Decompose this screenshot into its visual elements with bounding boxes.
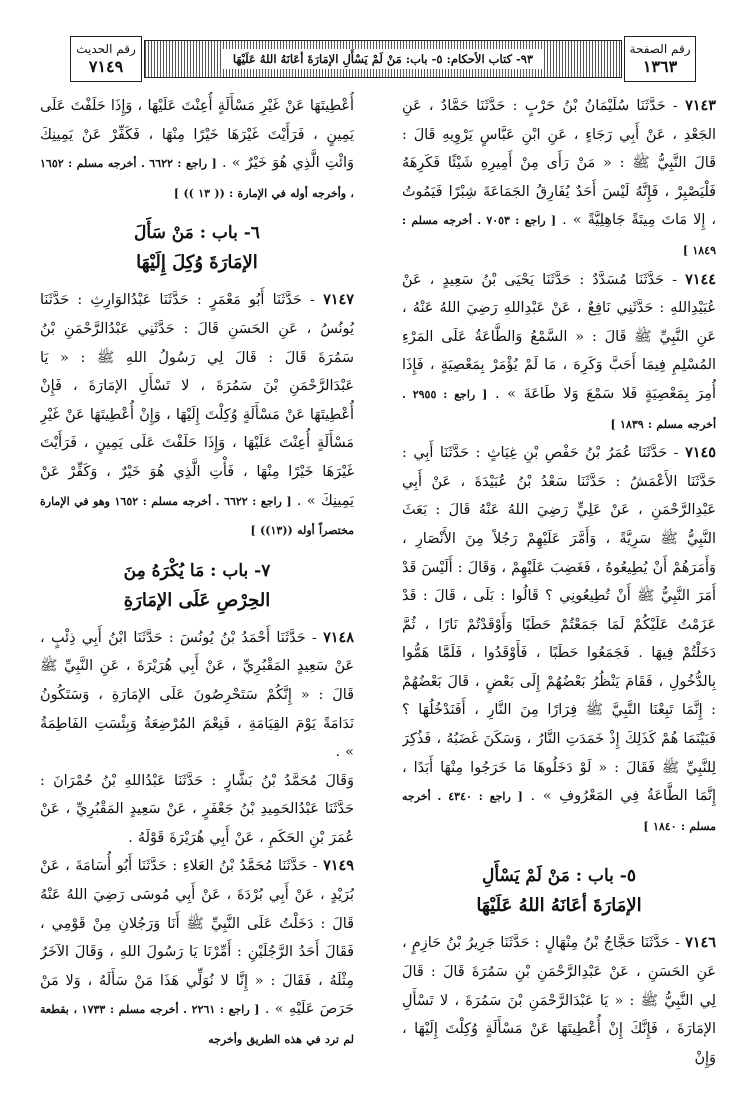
- hadith-7148-continued: [40, 767, 354, 853]
- hadith-7148: [40, 624, 354, 767]
- chapter-heading-7: [40, 556, 354, 616]
- hadith-7146: [402, 929, 716, 1072]
- hadith-reference: [ راجع : ٢٢٦١ . أخرجه مسلم : ١٧٣٣ ، بقطعة لم ترد في هذه الطريق وأخرجه: [40, 1003, 354, 1047]
- chapter-heading-line: الحِرْصِ عَلَى الإمَارَةِ: [123, 589, 271, 611]
- chapter-heading-line: الإمَارَةَ وُكِلَ إِلَيْهَا: [136, 252, 258, 274]
- hadith-number: ٧١٤٣: [685, 97, 716, 114]
- chapter-heading-line: ٥- باب : مَنْ لَمْ يَسْأَلِ: [482, 866, 636, 887]
- hadith-number: ٧١٤٦: [685, 934, 716, 952]
- hadith-text: - حَدَّثَنَا عُمَرُ بْنُ حَفْصِ بْنِ غِيَاثٍ : حَدَّثَنَا أَبِي : حَدَّثَنَا الأَعْمَشُ : حَدَّثَنَا سَعْدُ بْنُ عُبَيْدَةَ ، عَنْ أَبِي عَبْدِالرَّحْمَنِ ، عَنْ عَلِيٍّ رَضِيَ اللهُ عَنْهُ قَالَ : بَعَثَ النَّبِيُّ ﷺ سَرِيَّةً ، وَأَمَّرَ عَلَيْهِمْ رَجُلاً مِنَ الأَنْصَارِ ، وَأَمَرَهُمْ أَنْ يُطِيعُوهُ ، فَغَضِبَ عَلَيْهِمْ ، وَقَالَ : أَلَيْسَ قَدْ أَمَرَ النَّبِيُّ ﷺ أَنْ تُطِيعُونِي ؟ قَالُوا : بَلَى ، قَالَ : قَدْ عَزَمْتُ عَلَيْكُمْ لَمَا جَمَعْتُمْ حَطَبًا وَأَوْقَدْتُمْ نَارًا ، ثُمَّ دَخَلْتُمْ فِيهَا . فَجَمَعُوا حَطَبًا ، فَأَوْقَدُوا ، فَلَمَّا هَمُّوا بِالدُّخُولِ ، فَقَامَ يَنْظُرُ بَعْضُهُمْ إِلَى بَعْضٍ ، قَالَ بَعْضُهُمْ : إِنَّمَا تَبِعْنَا النَّبِيَّ ﷺ فِرَارًا مِنَ النَّارِ ، أَفَنَدْخُلُهَا ؟ فَبَيْنَمَا هُمْ كَذَلِكَ إِذْ خَمَدَتِ النَّارُ ، وَسَكَنَ غَضَبُهُ ، فَذُكِرَ لِلنَّبِيِّ ﷺ فَقَالَ : « لَوْ دَخَلُوهَا مَا خَرَجُوا مِنْهَا أَبَدًا ، إِنَّمَا الطَّاعَةُ فِي المَعْرُوفِ » .: [402, 445, 716, 805]
- hadith-7147: [40, 286, 354, 545]
- hadith-7149: [40, 852, 354, 1054]
- hadith-text: وَقَالَ مُحَمَّدُ بْنُ بَشَّارٍ : حَدَّثَنَا عَبْدُاللهِ بْنُ حُمْرَانَ : حَدَّثَنَا عَبْدُالحَمِيدِ بْنُ جَعْفَرٍ ، عَنْ سَعِيدٍ المَقْبُرِيِّ ، عَنْ عُمَرَ بْنِ الحَكَمِ ، عَنْ أَبِي هُرَيْرَةَ قَوْلَهُ .: [40, 772, 354, 846]
- chapter-heading-line: ٦- باب : مَنْ سَأَلَ: [134, 223, 260, 244]
- hadith-number: ٧١٤٤: [685, 270, 716, 288]
- left-column: [40, 92, 354, 1092]
- hadith-number: ٧١٤٩: [323, 857, 354, 875]
- hadith-text: - حَدَّثَنَا مُسَدَّدٌ : حَدَّثَنَا يَحْيَى بْنُ سَعِيدٍ ، عَنْ عُبَيْدِاللهِ : حَدَّثَنِي نَافِعٌ ، عَنْ عَبْدِاللهِ رَضِيَ اللهُ عَنْهُ ، عَنِ النَّبِيِّ ﷺ قَالَ : « السَّمْعُ وَالطَّاعَةُ عَلَى المَرْءِ المُسْلِمِ فِيمَا أَحَبَّ وَكَرِهَ ، مَا لَمْ يُؤْمَرْ بِمَعْصِيَةٍ ، فَإِذَا أُمِرَ بِمَعْصِيَةٍ فَلا سَمْعَ وَلا طَاعَةَ » .: [402, 271, 716, 402]
- right-column: [402, 92, 716, 1092]
- hadith-text: - حَدَّثَنَا سُلَيْمَانُ بْنُ حَرْبٍ : حَدَّثَنَا حَمَّادٌ ، عَنِ الجَعْدِ ، عَنْ أَبِي رَجَاءٍ ، عَنِ ابْنِ عَبَّاسٍ يَرْوِيهِ قَالَ : قَالَ النَّبِيُّ ﷺ : « مَنْ رَأَى مِنْ أَمِيرِهِ شَيْئًا فَكَرِهَهُ فَلْيَصْبِرْ ، فَإِنَّهُ لَيْسَ أَحَدٌ يُفَارِقُ الجَمَاعَةَ شِبْرًا فَيَمُوتُ ، إِلا مَاتَ مِيتَةً جَاهِلِيَّةً » .: [402, 98, 716, 229]
- hadith-text: - حَدَّثَنَا مُحَمَّدُ بْنُ العَلاءِ : حَدَّثَنَا أَبُو أُسَامَةَ ، عَنْ بُرَيْدٍ ، عَنْ أَبِي بُرْدَةَ ، عَنْ أَبِي مُوسَى رَضِيَ اللهُ عَنْهُ قَالَ : دَخَلْتُ عَلَى النَّبِيِّ ﷺ أَنَا وَرَجُلانِ مِنْ قَوْمِي ، فَقَالَ أَحَدُ الرَّجُلَيْنِ : أَمِّرْنَا يَا رَسُولَ اللهِ ، وَقَالَ الآخَرُ مِثْلَهُ ، فَقَالَ : « إِنَّا لا نُوَلِّي هَذَا مَنْ سَأَلَهُ ، وَلا مَنْ حَرَصَ عَلَيْهِ » .: [40, 858, 354, 1018]
- hadith-reference: [ راجع : ٢٩٥٥ . أخرجه مسلم : ١٨٣٩ ]: [402, 387, 716, 431]
- hadith-reference: [ راجع : ٦٦٢٢ . أخرجه مسلم : ١٦٥٢ ، وأخرجه أوله في الإمارة : (( ١٣ )) ]: [40, 157, 354, 200]
- chapter-heading-6: [40, 218, 354, 278]
- hadith-text: - حَدَّثَنَا أَبُو مَعْمَرٍ : حَدَّثَنَا عَبْدُالوَارِثِ : حَدَّثَنَا يُونُسُ ، عَنِ الحَسَنِ قَالَ : حَدَّثَنِي عَبْدُالرَّحْمَنِ بْنُ سَمُرَةَ قَالَ : قَالَ لِي رَسُولُ اللهِ ﷺ : « يَا عَبْدَالرَّحْمَنِ بْنَ سَمُرَةَ ، لا تَسْأَلِ الإمَارَةَ ، فَإِنْ أُعْطِيتَهَا عَنْ مَسْأَلَةٍ وُكِلْتَ إِلَيْهَا ، وَإِنْ أُعْطِيتَهَا عَنْ غَيْرِ مَسْأَلَةٍ أُعِنْتَ عَلَيْهَا ، وَإِذَا حَلَفْتَ عَلَى يَمِينٍ ، فَرَأَيْتَ غَيْرَهَا خَيْرًا مِنْهَا ، فَأْتِ الَّذِي هُوَ خَيْرٌ ، وَكَفِّرْ عَنْ يَمِينِكَ » .: [40, 292, 354, 509]
- chapter-heading-line: ٧- باب : مَا يُكْرَهُ مِنَ: [123, 560, 271, 581]
- hadith-number-box: [70, 36, 142, 82]
- hadith-7145: [402, 439, 716, 841]
- hadith-7146-continued: [40, 92, 354, 208]
- hadith-text: أُعْطِيتَهَا عَنْ غَيْرِ مَسْأَلَةٍ أُعِنْتَ عَلَيْهَا ، وَإِذَا حَلَفْتَ عَلَى يَمِينٍ ، فَرَأَيْتَ غَيْرَهَا خَيْرًا مِنْهَا ، فَكَفِّرْ عَنْ يَمِينِكَ وَائْتِ الَّذِي هُوَ خَيْرٌ » .: [40, 98, 354, 172]
- chapter-heading-line: الإمَارَةَ أعَانَهُ اللهُ عَلَيْهَا: [476, 895, 642, 917]
- page-number: ١٣٦٣: [642, 57, 678, 76]
- hadith-text: - حَدَّثَنَا أَحْمَدُ بْنُ يُونُسَ : حَدَّثَنَا ابْنُ أَبِي ذِئْبٍ ، عَنْ سَعِيدٍ المَقْبُرِيِّ ، عَنْ أَبِي هُرَيْرَةَ ، عَنِ النَّبِيِّ ﷺ قَالَ : « إِنَّكُمْ سَتَحْرِصُونَ عَلَى الإمَارَةِ ، وَسَتَكُونُ نَدَامَةً يَوْمَ القِيَامَةِ ، فَنِعْمَ المُرْضِعَةُ وَبِئْسَتِ الفَاطِمَةُ » .: [40, 629, 354, 761]
- header-title: ٩٣- كتاب الأحكام: ٥- باب: مَنْ لَمْ يَسْأَلِ الإمَارَةَ أعَانَهُ اللهُ عَلَيْهَا: [223, 49, 543, 69]
- page-header: [70, 36, 696, 84]
- hadith-text: - حَدَّثَنَا حَجَّاجُ بْنُ مِنْهَالٍ : حَدَّثَنَا جَرِيرُ بْنُ حَازِمٍ ، عَنِ الحَسَنِ ، عَنْ عَبْدِالرَّحْمَنِ بْنِ سَمُرَةَ قَالَ : قَالَ لِي النَّبِيُّ ﷺ : « يَا عَبْدَالرَّحْمَنِ بْنَ سَمُرَةَ ، لا تَسْأَلِ الإمَارَةَ ، فَإِنَّكَ إِنْ أُعْطِيتَهَا عَنْ مَسْأَلَةٍ وُكِلْتَ إِلَيْهَا ، وَإِنْ: [402, 935, 716, 1066]
- hadith-reference: [ راجع : ٧٠٥٣ . أخرجه مسلم : ١٨٤٩ ]: [402, 214, 716, 257]
- hadith-reference: [ راجع : ٤٣٤٠ . أخرجه مسلم : ١٨٤٠ ]: [402, 790, 716, 833]
- page-number-box: [624, 36, 696, 82]
- page-number-label: رقم الصفحة: [629, 42, 691, 56]
- chapter-heading-5: [402, 861, 716, 921]
- hadith-reference: [ راجع : ٦٦٢٢ . أخرجه مسلم : ١٦٥٢ وهو في الإمارة مختصراً أوله ((١٣)) ]: [40, 494, 354, 538]
- hadith-number: ٧١٤٥: [685, 444, 716, 462]
- hadith-7144: [402, 266, 716, 440]
- hadith-number-label: رقم الحديث: [76, 42, 136, 56]
- hadith-7143: [402, 92, 716, 266]
- hadith-number: ٧١٤٩: [88, 57, 124, 76]
- header-title-band: [144, 40, 622, 78]
- hadith-number: ٧١٤٧: [323, 291, 354, 309]
- hadith-number: ٧١٤٨: [323, 628, 354, 646]
